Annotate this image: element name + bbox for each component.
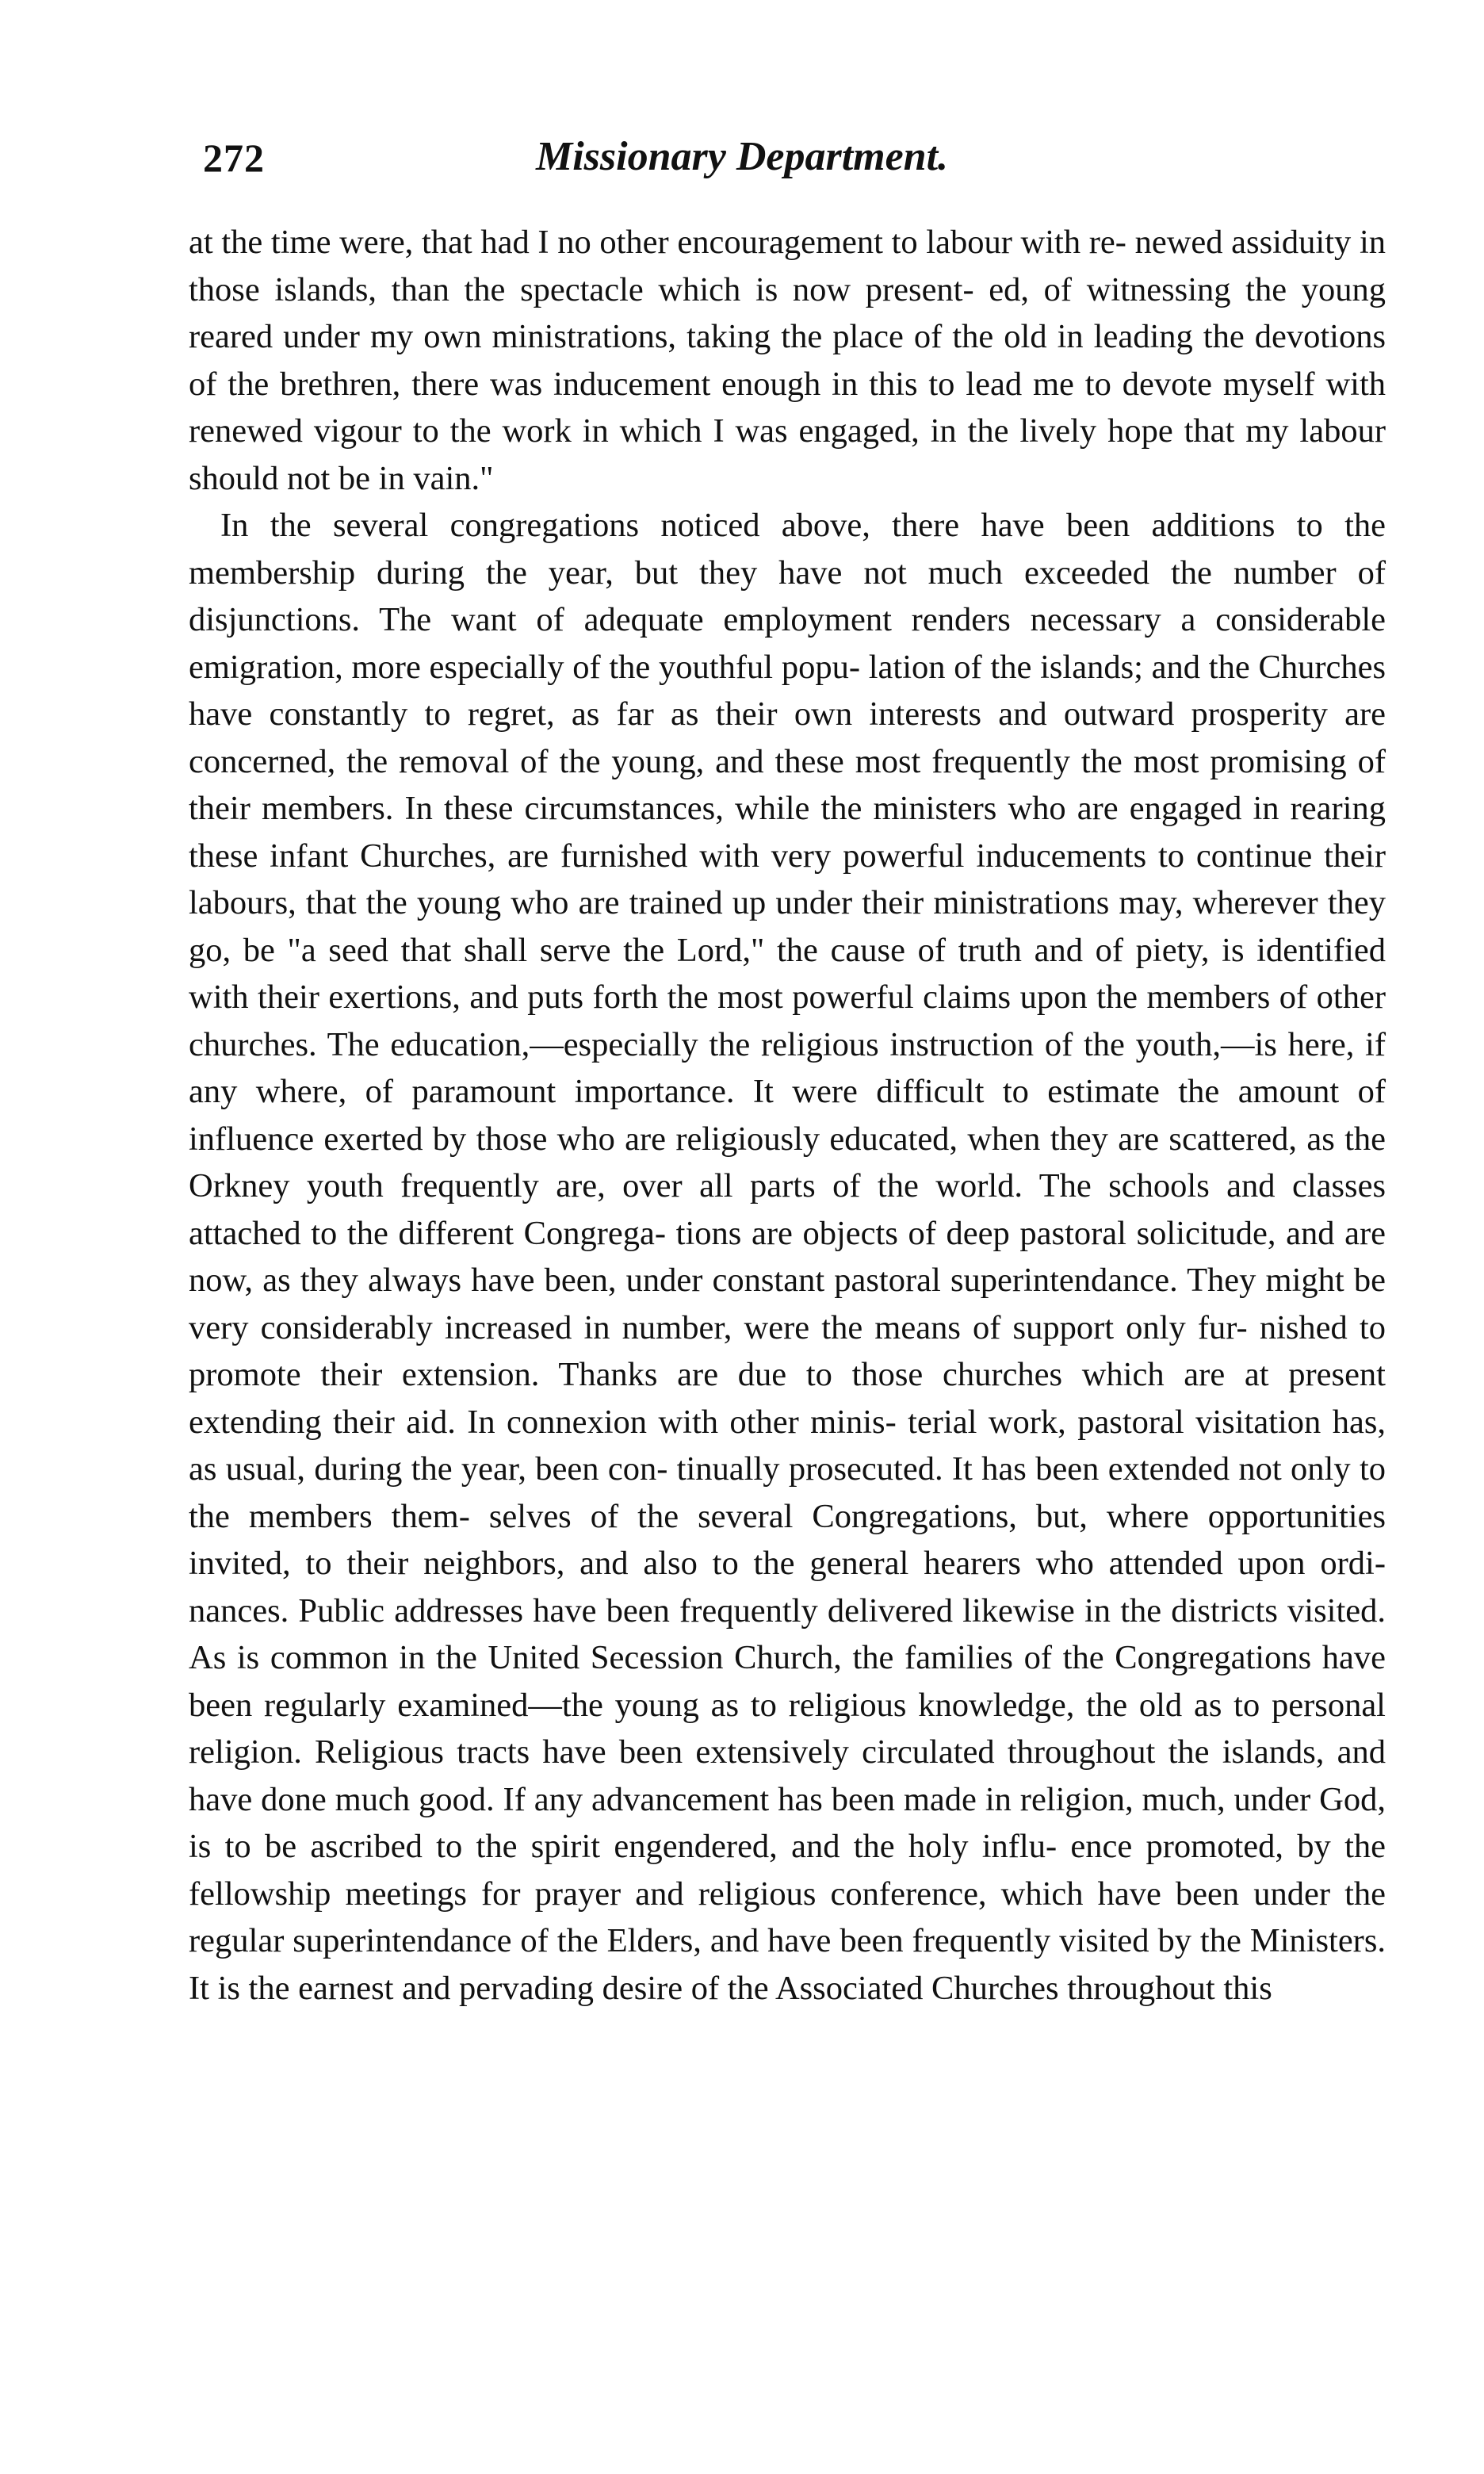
paragraph-continued: at the time were, that had I no other encouragement to labour with re- newed assiduity in those islands, than the spectacle which is now present- ed, of witnessing the young reared under my own ministrations, taking the place of the old in leading the devotions of the brethren, there was inducement enough in this to lead me to devote myself with renewed vigour to the work in which I was engaged, in the lively hope that my labour should not be in vain." (189, 224, 1386, 497)
running-head (203, 135, 1392, 190)
page-number: 272 (203, 136, 265, 180)
section-title: Missionary Department. (536, 134, 949, 179)
body-text (189, 219, 1386, 2012)
paragraph: In the several congregations noticed above, there have been additions to the membership during the year, but they have not much exceeded the number of disjunctions. The want of adequate employment renders necessary a considerable emigration, more especially of the youthful popu- lation of the islands; and the Churches have constantly to regret, as far as their own interests and outward prosperity are concerned, the removal of the young, and these most frequently the most promising of their members. In these circumstances, while the ministers who are engaged in rearing these infant Churches, are furnished with very powerful inducements to continue their labours, that the young who are trained up under their ministrations may, wherever they go, be "a seed that shall serve the Lord," the cause of truth and of piety, is identified with their exertions, and puts forth the most powerful claims upon the members of other churches. The education,—especially the religious instruction of the youth,—is here, if any where, of paramount importance. It were difficult to estimate the amount of influence exerted by those who are religiously educated, when they are scattered, as the Orkney youth frequently are, over all parts of the world. The schools and classes attached to the different Congrega- tions are objects of deep pastoral solicitude, and are now, as they always have been, under constant pastoral superintendance. They might be very considerably increased in number, were the means of support only fur- nished to promote their extension. Thanks are due to those churches which are at present extending their aid. In connexion with other minis- terial work, pastoral visitation has, as usual, during the year, been con- tinually prosecuted. It has been extended not only to the members them- selves of the several Congregations, but, where opportunities invited, to their neighbors, and also to the general hearers who attended upon ordi- nances. Public addresses have been frequently delivered likewise in the districts visited. As is common in the United Secession Church, the families of the Congregations have been regularly examined—the young as to religious knowledge, the old as to personal religion. Religious tracts have been extensively circulated throughout the islands, and have done much good. If any advancement has been made in religion, much, under God, is to be ascribed to the spirit engendered, and the holy influ- ence promoted, by the fellowship meetings for prayer and religious conference, which have been under the regular superintendance of the Elders, and have been frequently visited by the Ministers. It is the earnest and pervading desire of the Associated Churches throughout this (189, 507, 1386, 2007)
